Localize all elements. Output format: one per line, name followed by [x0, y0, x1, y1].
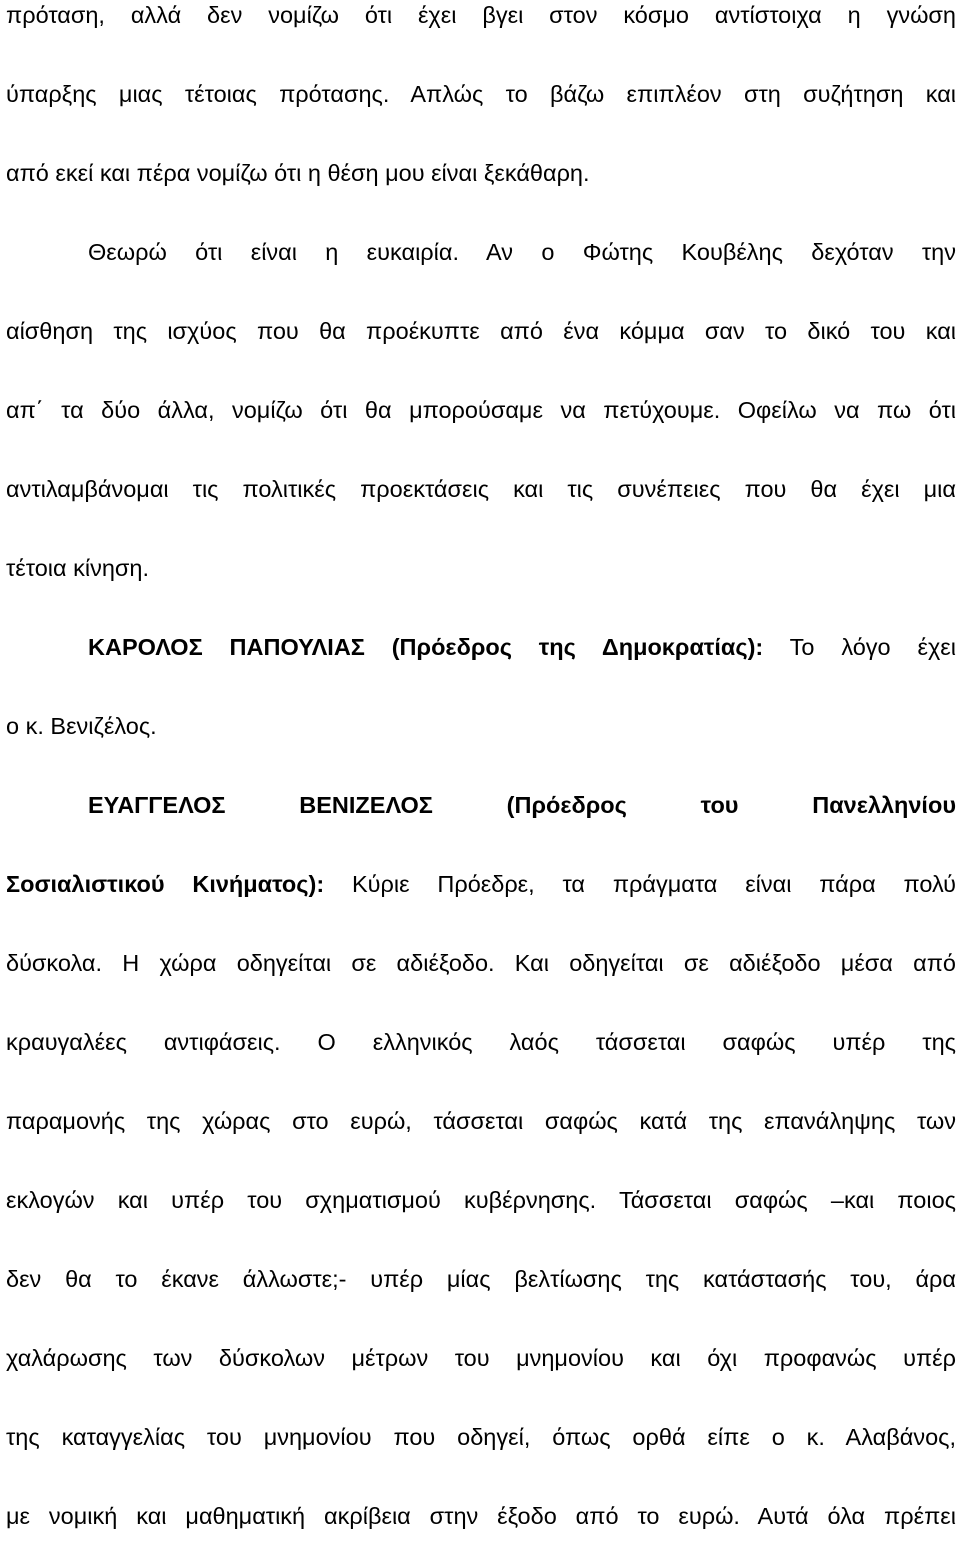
- text-line: χαλάρωσης των δύσκολων μέτρων του μνημονίου και όχι προφανώς υπέρ: [6, 1345, 956, 1371]
- speaker-name: ΚΑΡΟΛΟΣ ΠΑΠΟΥΛΙΑΣ (Πρόεδρος της Δημοκρατίας):: [88, 634, 764, 660]
- speech-first-line: [6, 608, 956, 687]
- text-line: με νομική και μαθηματική ακρίβεια στην έξοδο από το ευρώ. Αυτά όλα πρέπει: [6, 1503, 956, 1529]
- text-line: παραμονής της χώρας στο ευρώ, τάσσεται σαφώς κατά της επανάληψης των: [6, 1108, 956, 1134]
- text-line: απ΄ τα δύο άλλα, νομίζω ότι θα μπορούσαμε να πετύχουμε. Οφείλω να πω ότι: [6, 397, 956, 423]
- text-line: της καταγγελίας του μνημονίου που οδηγεί, όπως ορθά είπε ο κ. Αλαβάνος,: [6, 1424, 956, 1450]
- text-line: πρόταση, αλλά δεν νομίζω ότι έχει βγει στον κόσμο αντίστοιχα η γνώση: [6, 2, 956, 28]
- text-line: Θεωρώ ότι είναι η ευκαιρία. Αν ο Φώτης Κουβέλης δεχόταν την: [88, 239, 956, 265]
- text-line: τέτοια κίνηση.: [6, 555, 150, 581]
- speaker-name-line-1: ΕΥΑΓΓΕΛΟΣ ΒΕΝΙΖΕΛΟΣ (Πρόεδρος του Πανελληνίου: [88, 792, 956, 818]
- text-line: δεν θα το έκανε άλλωστε;- υπέρ μίας βελτίωσης της κατάστασής του, άρα: [6, 1266, 956, 1292]
- text-line: ο κ. Βενιζέλος.: [6, 713, 157, 739]
- speaker-name: [6, 766, 956, 845]
- speech-second-line: [6, 845, 956, 924]
- text-line: αντιλαμβάνομαι τις πολιτικές προεκτάσεις και τις συνέπειες που θα έχει μια: [6, 476, 956, 502]
- text-line: ύπαρξης μιας τέτοιας πρότασης. Απλώς το βάζω επιπλέον στη συζήτηση και: [6, 81, 956, 107]
- text-line: εκλογών και υπέρ του σχηματισμού κυβέρνησης. Τάσσεται σαφώς –και ποιος: [6, 1187, 956, 1213]
- speech-text: Το λόγο έχει: [763, 634, 956, 660]
- speech-text: Κύριε Πρόεδρε, τα πράγματα είναι πάρα πολύ: [324, 871, 956, 897]
- document-page: [6, 0, 956, 1556]
- text-line: από εκεί και πέρα νομίζω ότι η θέση μου είναι ξεκάθαρη.: [6, 160, 590, 186]
- speaker-name-line-2: Σοσιαλιστικού Κινήματος):: [6, 871, 325, 897]
- text-line: δύσκολα. Η χώρα οδηγείται σε αδιέξοδο. Και οδηγείται σε αδιέξοδο μέσα από: [6, 950, 956, 976]
- text-line: κραυγαλέες αντιφάσεις. Ο ελληνικός λαός τάσσεται σαφώς υπέρ της: [6, 1029, 956, 1055]
- text-line: αίσθηση της ισχύος που θα προέκυπτε από ένα κόμμα σαν το δικό του και: [6, 318, 956, 344]
